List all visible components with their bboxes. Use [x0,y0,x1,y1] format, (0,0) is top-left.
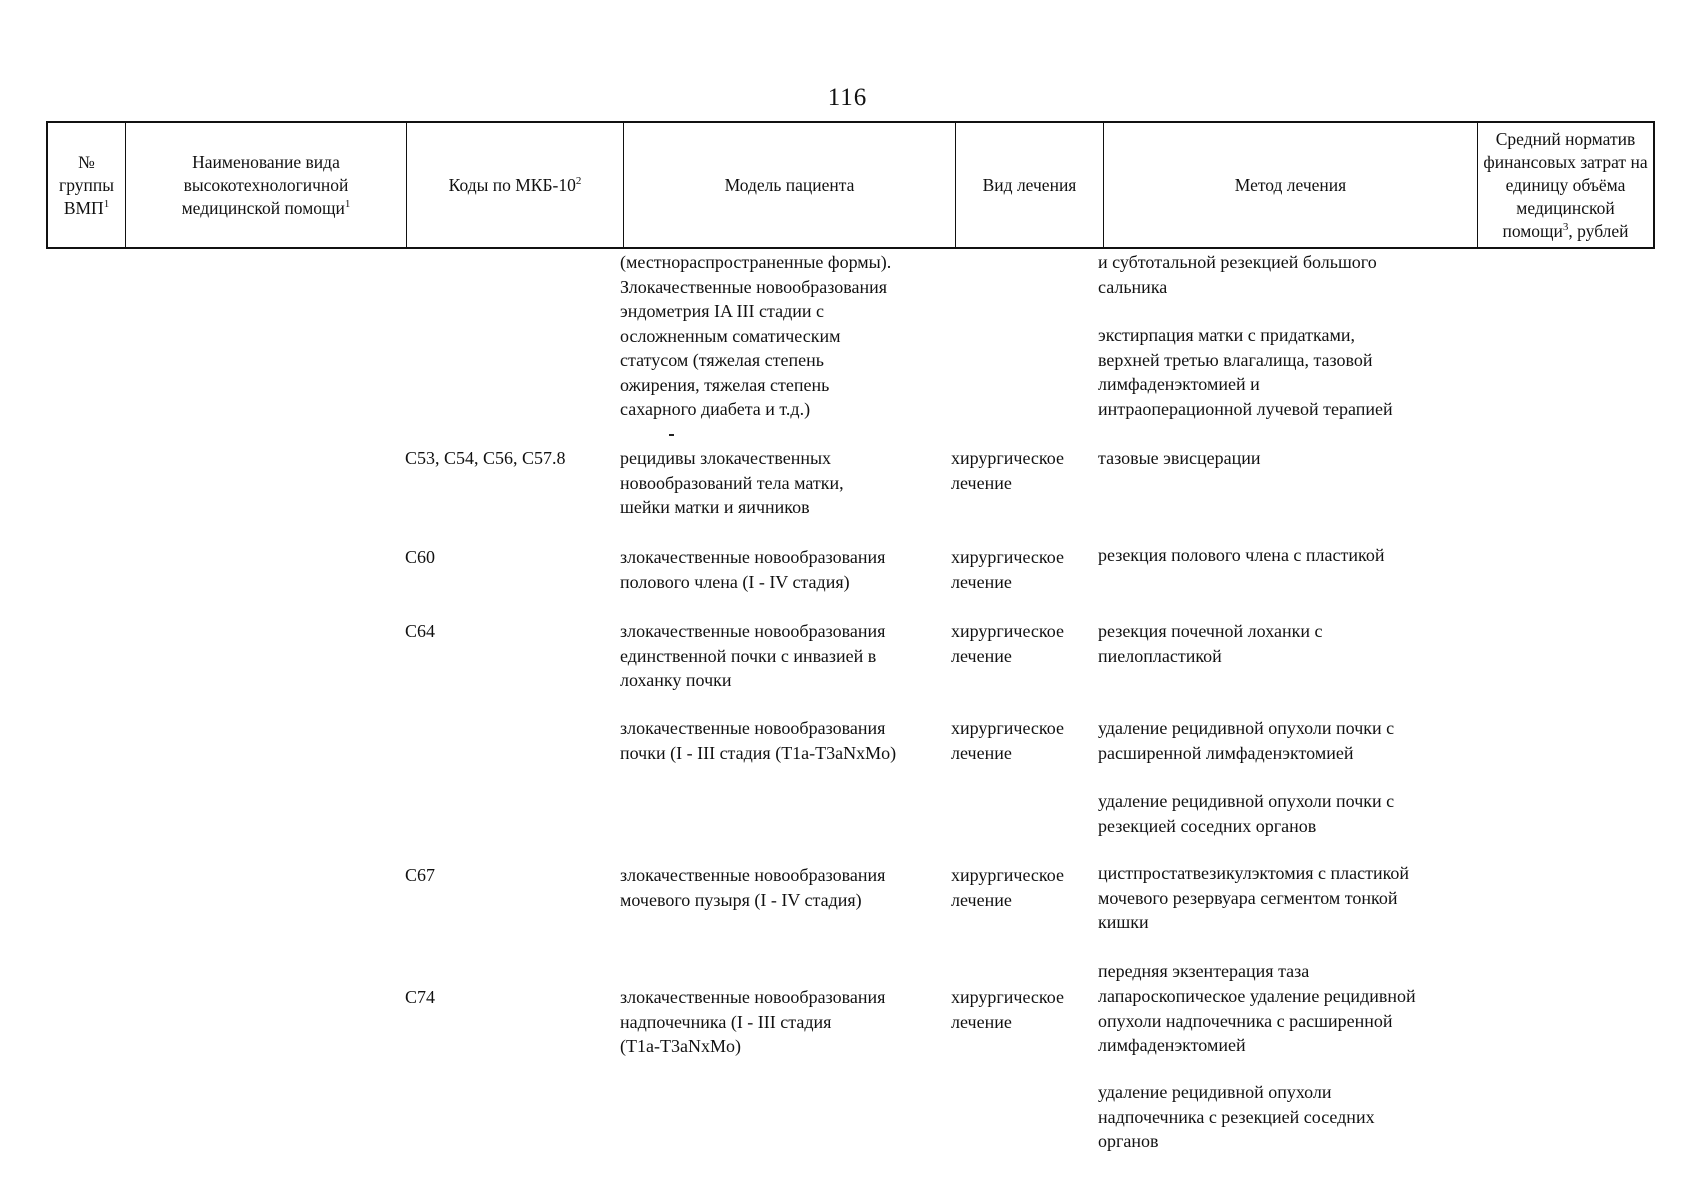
header-group-number: № группы ВМП$^1$ [48,123,126,247]
table-row-method-0-1: экстирпация матки с придатками, верхней третью влагалища, тазовой лимфаденэктомией и интраоперационной лучевой терапией [1098,325,1393,419]
header-average-cost: Средний норматив финансовых затрат на единицу объёма медицинской помощи$^3$, рублей [1483,128,1648,241]
table-row-code-1: C53, C54, C56, C57.8 [405,448,566,468]
table-row-method-4-1: удаление рецидивной опухоли почки с резекцией соседних органов [1098,791,1395,836]
header-icd-codes: Коды по МКБ-$10^2$ [407,123,624,247]
table-row-method-6-1: удаление рецидивной опухоли надпочечника с резекцией соседних органов [1098,1082,1375,1151]
table-row-model-5: злокачественные новообразования мочевого пузыря (I - IV стадия) [620,865,886,910]
table-row-method-0-0: и субтотальной резекцией большого сальника [1098,252,1377,297]
table-row-type-1: хирургическое лечение [951,448,1064,493]
table-row-method-6-0: лапароскопическое удаление рецидивной опухоли надпочечника с расширенной лимфаденэктомией [1098,986,1416,1055]
table-row-method-5-0: цистпростатвезикулэктомия с пластикой мочевого резервуара сегментом тонкой кишки [1098,863,1410,932]
header-treatment-type: Вид лечения [956,123,1104,247]
table-row-model-4: злокачественные новообразования почки (I - III стадия (T1a-T3aNxMo) [620,718,897,763]
table-row-method-1-0: тазовые эвисцерации [1098,448,1261,468]
table-row-method-4-0: удаление рецидивной опухоли почки с расширенной лимфаденэктомией [1098,718,1395,763]
table-row-model-6: злокачественные новообразования надпочечника (I - III стадия (T1a-T3aNxMo) [620,987,886,1056]
header-care-type-name: Наименование вида высокотехнологичной медицинской помощи$^1$ [126,123,407,247]
table-row-method-3-0: резекция почечной лоханки с пиелопластикой [1098,621,1323,666]
table-row-type-3: хирургическое лечение [951,621,1064,666]
table-row-model-2: злокачественные новообразования полового члена (I - IV стадия) [620,547,886,592]
table-row-type-6: хирургическое лечение [951,987,1064,1032]
table-row-code-5: C67 [405,865,436,885]
table-row-type-5: хирургическое лечение [951,865,1064,910]
stray-dash-mark [669,434,674,436]
table-row-model-0: (местнораспространенные формы). Злокачественные новообразования эндометрия IA III стадии с осложненным соматическим статусом (тяжелая степень ожирения, тяжелая степень сахарного диабета и т.д.) [620,252,892,419]
table-row-code-2: C60 [405,547,436,567]
header-treatment-method: Метод лечения [1104,123,1478,247]
table-row-method-5-1: передняя экзентерация таза [1098,961,1310,981]
table-row-model-1: рецидивы злокачественных новообразований тела матки, шейки матки и яичников [620,448,844,517]
table-header [46,121,1655,249]
table-row-code-6: C74 [405,987,436,1007]
table-row-method-2-0: резекция полового члена с пластикой [1098,545,1385,565]
header-patient-model: Модель пациента [624,123,956,247]
page-number: 116 [827,84,868,111]
table-row-type-4: хирургическое лечение [951,718,1064,763]
table-row-code-3: C64 [405,621,436,641]
table-row-type-2: хирургическое лечение [951,547,1064,592]
table-row-model-3: злокачественные новообразования единственной почки с инвазией в лоханку почки [620,621,886,690]
